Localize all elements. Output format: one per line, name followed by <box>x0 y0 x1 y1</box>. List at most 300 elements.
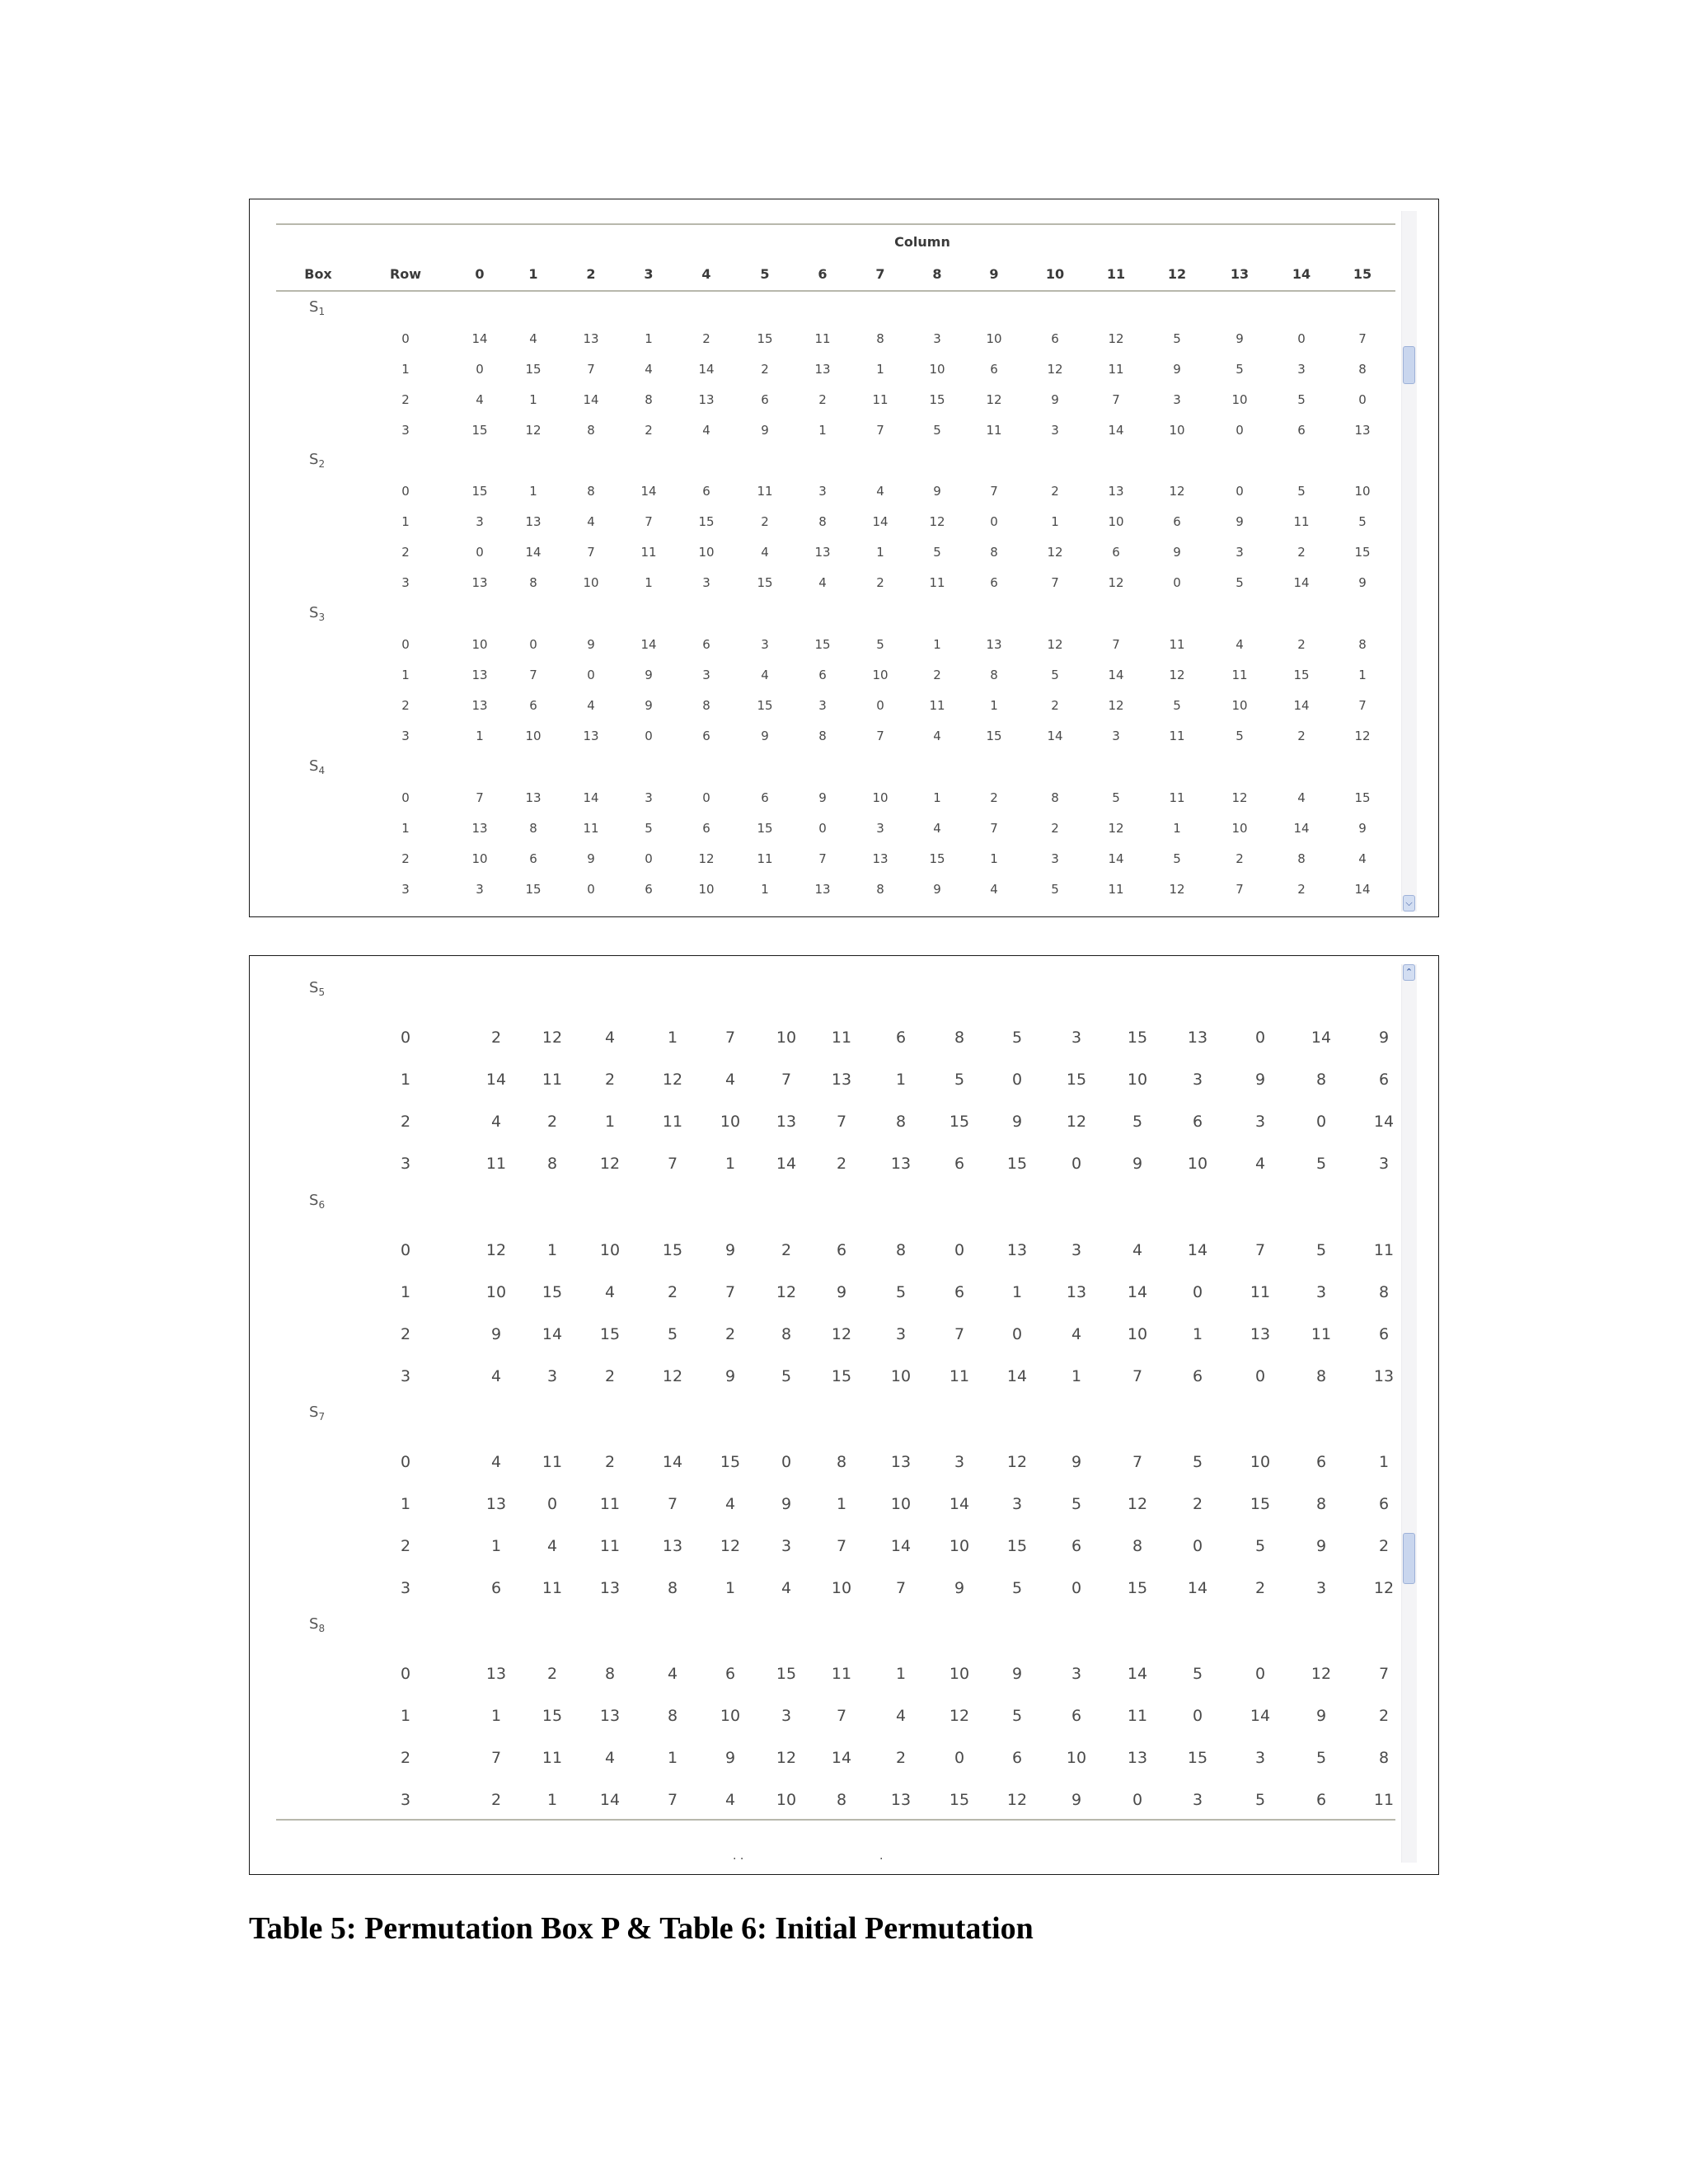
table-cell: 9 <box>490 1325 502 1343</box>
table-cell: 6 <box>1011 1749 1023 1767</box>
table-cell: 10 <box>776 1791 797 1809</box>
row-index: 0 <box>400 1241 411 1259</box>
table-cell: 14 <box>1108 851 1124 866</box>
table-cell: 3 <box>1315 1283 1327 1301</box>
table-cell: 6 <box>954 1283 965 1301</box>
table-cell: 3 <box>781 1707 792 1725</box>
table-cell: 0 <box>587 882 595 897</box>
table-cell: 0 <box>1192 1707 1203 1725</box>
table-cell: 6 <box>1071 1537 1082 1555</box>
table-cell: 15 <box>1250 1495 1271 1513</box>
table-cell: 10 <box>890 1495 912 1513</box>
table-cell: 11 <box>542 1071 563 1089</box>
table-cell: 1 <box>933 790 941 805</box>
table-row <box>250 637 1438 654</box>
table-cell: 9 <box>1378 1029 1390 1047</box>
table-cell: 13 <box>599 1579 621 1597</box>
table-cell: 1 <box>990 851 998 866</box>
table-cell: 9 <box>587 851 595 866</box>
table-cell: 10 <box>1187 1155 1208 1173</box>
table-cell: 12 <box>542 1029 563 1047</box>
table-cell: 14 <box>1187 1241 1208 1259</box>
table-cell: 9 <box>761 729 769 743</box>
table-cell: 1 <box>645 331 653 346</box>
table-cell: 1 <box>1378 1453 1390 1471</box>
sbox-table-part-1 <box>249 199 1439 917</box>
table-cell: 6 <box>836 1241 847 1259</box>
table-cell: 9 <box>645 698 653 713</box>
table-cell: 15 <box>929 851 945 866</box>
table-row <box>250 1791 1438 1807</box>
column-header-3: 3 <box>644 266 654 282</box>
table-cell: 1 <box>546 1241 558 1259</box>
column-group-header: Column <box>894 234 950 250</box>
table-cell: 15 <box>698 514 715 529</box>
table-cell: 14 <box>698 362 715 377</box>
table-row <box>250 484 1438 500</box>
column-header-1: 1 <box>528 266 538 282</box>
table-cell: 8 <box>836 1791 847 1809</box>
table-cell: 12 <box>1047 637 1063 652</box>
table-cell: 14 <box>872 514 889 529</box>
table-cell: 0 <box>954 1241 965 1259</box>
table-cell: 13 <box>525 790 542 805</box>
table-cell: 7 <box>476 790 484 805</box>
table-cell: 5 <box>895 1283 907 1301</box>
table-row <box>250 392 1438 409</box>
row-index: 1 <box>401 821 410 836</box>
box-label: $S_2$ <box>309 451 326 470</box>
table-cell: 11 <box>1127 1707 1148 1725</box>
table-row <box>250 545 1438 561</box>
table-cell: 3 <box>1315 1579 1327 1597</box>
table-cell: 11 <box>1169 637 1185 652</box>
table-cell: 12 <box>1006 1791 1028 1809</box>
table-cell: 4 <box>604 1029 616 1047</box>
table-cell: 0 <box>476 362 484 377</box>
table-cell: 13 <box>890 1155 912 1173</box>
table-cell: 3 <box>702 668 710 682</box>
table-cell: 8 <box>818 514 827 529</box>
column-header-7: 7 <box>875 266 885 282</box>
table-cell: 13 <box>872 851 889 866</box>
table-cell: 14 <box>1006 1367 1028 1385</box>
table-cell: 10 <box>1066 1749 1087 1767</box>
table-cell: 4 <box>529 331 537 346</box>
table-cell: 3 <box>1297 362 1306 377</box>
table-cell: 13 <box>1108 484 1124 499</box>
table-cell: 2 <box>1378 1707 1390 1725</box>
row-index: 2 <box>401 698 410 713</box>
table-cell: 1 <box>724 1579 736 1597</box>
table-cell: 12 <box>720 1537 741 1555</box>
table-cell: 6 <box>1071 1707 1082 1725</box>
row-index: 3 <box>401 575 410 590</box>
table-cell: 3 <box>1011 1495 1023 1513</box>
table-cell: 1 <box>667 1749 678 1767</box>
table-cell: 8 <box>587 484 595 499</box>
table-cell: 13 <box>471 821 488 836</box>
table-cell: 9 <box>1051 392 1059 407</box>
table-cell: 6 <box>818 668 827 682</box>
table-cell: 13 <box>814 545 831 560</box>
row-index: 0 <box>400 1665 411 1683</box>
table-cell: 14 <box>640 637 657 652</box>
table-cell: 15 <box>757 331 773 346</box>
table-cell: 14 <box>1354 882 1371 897</box>
column-header-4: 4 <box>701 266 711 282</box>
table-cell: 6 <box>895 1029 907 1047</box>
table-cell: 9 <box>724 1367 736 1385</box>
table-cell: 4 <box>490 1113 502 1131</box>
table-cell: 13 <box>471 698 488 713</box>
table-row <box>250 882 1438 898</box>
table-cell: 8 <box>818 729 827 743</box>
table-cell: 12 <box>1373 1579 1395 1597</box>
table-caption: Table 5: Permutation Box P & Table 6: Initial Permutation <box>249 1911 1034 1946</box>
table-cell: 5 <box>1173 331 1181 346</box>
clipped-text-fragment: . . <box>733 1849 744 1863</box>
column-header-9: 9 <box>989 266 999 282</box>
table-cell: 9 <box>1236 331 1244 346</box>
table-cell: 3 <box>1236 545 1244 560</box>
table-cell: 13 <box>890 1791 912 1809</box>
table-row <box>250 1155 1438 1171</box>
row-index: 2 <box>400 1749 411 1767</box>
table-cell: 8 <box>1358 362 1367 377</box>
column-header-5: 5 <box>760 266 770 282</box>
table-cell: 1 <box>933 637 941 652</box>
table-cell: 9 <box>1071 1453 1082 1471</box>
row-index: 2 <box>400 1537 411 1555</box>
table-cell: 2 <box>781 1241 792 1259</box>
table-cell: 0 <box>1011 1325 1023 1343</box>
table-cell: 5 <box>1192 1453 1203 1471</box>
table-row <box>250 1325 1438 1342</box>
table-cell: 1 <box>645 575 653 590</box>
table-cell: 11 <box>1311 1325 1332 1343</box>
table-cell: 10 <box>929 362 945 377</box>
table-cell: 6 <box>1051 331 1059 346</box>
table-row <box>250 1283 1438 1300</box>
scroll-down-arrow-icon[interactable]: ⌵ <box>1403 895 1415 912</box>
scroll-up-arrow-icon[interactable]: ⌃ <box>1403 964 1415 981</box>
table-cell: 3 <box>818 698 827 713</box>
table-cell: 7 <box>781 1071 792 1089</box>
table-cell: 6 <box>529 698 537 713</box>
table-cell: 8 <box>1132 1537 1143 1555</box>
table-cell: 2 <box>761 514 769 529</box>
table-cell: 0 <box>546 1495 558 1513</box>
table-cell: 13 <box>1250 1325 1271 1343</box>
table-cell: 5 <box>1315 1155 1327 1173</box>
column-header-12: 12 <box>1167 266 1187 282</box>
table-cell: 3 <box>1192 1071 1203 1089</box>
table-cell: 2 <box>990 790 998 805</box>
table-cell: 0 <box>1254 1665 1266 1683</box>
table-cell: 5 <box>1051 668 1059 682</box>
table-cell: 11 <box>542 1749 563 1767</box>
table-cell: 13 <box>986 637 1002 652</box>
table-cell: 6 <box>761 790 769 805</box>
table-cell: 10 <box>698 882 715 897</box>
header-top-rule <box>276 223 1395 225</box>
table-cell: 7 <box>818 851 827 866</box>
table-cell: 15 <box>1187 1749 1208 1767</box>
table-cell: 9 <box>1011 1665 1023 1683</box>
table-cell: 14 <box>1293 575 1310 590</box>
table-cell: 7 <box>836 1113 847 1131</box>
table-cell: 11 <box>1293 514 1310 529</box>
table-cell: 3 <box>1378 1155 1390 1173</box>
table-cell: 9 <box>1315 1707 1327 1725</box>
table-cell: 2 <box>1297 545 1306 560</box>
table-cell: 10 <box>1169 423 1185 438</box>
table-cell: 12 <box>1108 698 1124 713</box>
vertical-scrollbar[interactable] <box>1401 964 1417 1863</box>
column-header-6: 6 <box>818 266 828 282</box>
table-cell: 5 <box>645 821 653 836</box>
table-cell: 8 <box>876 882 884 897</box>
table-cell: 11 <box>757 851 773 866</box>
table-cell: 4 <box>667 1665 678 1683</box>
table-row <box>250 851 1438 868</box>
table-cell: 7 <box>667 1495 678 1513</box>
table-cell: 14 <box>1293 698 1310 713</box>
box-label: $S_4$ <box>309 757 326 776</box>
table-cell: 6 <box>529 851 537 866</box>
table-cell: 7 <box>724 1283 736 1301</box>
column-header-0: 0 <box>475 266 485 282</box>
table-cell: 5 <box>1173 851 1181 866</box>
table-cell: 1 <box>990 698 998 713</box>
table-cell: 6 <box>724 1665 736 1683</box>
scrollbar-thumb[interactable] <box>1403 1533 1415 1584</box>
table-cell: 11 <box>1373 1791 1395 1809</box>
table-cell: 0 <box>1173 575 1181 590</box>
table-cell: 14 <box>662 1453 683 1471</box>
table-cell: 3 <box>1192 1791 1203 1809</box>
table-cell: 6 <box>1192 1367 1203 1385</box>
table-cell: 2 <box>702 331 710 346</box>
row-index: 2 <box>400 1113 411 1131</box>
table-cell: 4 <box>724 1791 736 1809</box>
table-cell: 12 <box>1006 1453 1028 1471</box>
table-cell: 13 <box>776 1113 797 1131</box>
table-cell: 14 <box>949 1495 970 1513</box>
table-cell: 5 <box>1315 1749 1327 1767</box>
table-row <box>250 1495 1438 1511</box>
table-cell: 11 <box>640 545 657 560</box>
table-cell: 5 <box>933 423 941 438</box>
table-cell: 3 <box>1173 392 1181 407</box>
table-cell: 8 <box>895 1241 907 1259</box>
table-cell: 2 <box>1297 637 1306 652</box>
table-cell: 7 <box>1358 331 1367 346</box>
table-cell: 10 <box>471 851 488 866</box>
table-cell: 12 <box>1108 331 1124 346</box>
table-cell: 3 <box>1254 1113 1266 1131</box>
table-cell: 14 <box>1047 729 1063 743</box>
table-cell: 14 <box>831 1749 852 1767</box>
table-cell: 7 <box>587 545 595 560</box>
table-cell: 13 <box>662 1537 683 1555</box>
table-cell: 14 <box>583 790 599 805</box>
table-cell: 9 <box>724 1749 736 1767</box>
table-cell: 4 <box>587 698 595 713</box>
table-cell: 4 <box>933 821 941 836</box>
table-row <box>250 1537 1438 1554</box>
table-cell: 3 <box>1071 1665 1082 1683</box>
table-cell: 13 <box>814 362 831 377</box>
table-cell: 12 <box>525 423 542 438</box>
table-cell: 12 <box>929 514 945 529</box>
table-row <box>250 1707 1438 1723</box>
table-cell: 5 <box>1132 1113 1143 1131</box>
table-cell: 12 <box>1231 790 1248 805</box>
table-cell: 15 <box>986 729 1002 743</box>
column-header-15: 15 <box>1353 266 1372 282</box>
table-cell: 10 <box>872 790 889 805</box>
table-cell: 8 <box>990 668 998 682</box>
table-cell: 4 <box>1132 1241 1143 1259</box>
row-index: 0 <box>401 484 410 499</box>
table-cell: 6 <box>1378 1071 1390 1089</box>
table-cell: 15 <box>542 1283 563 1301</box>
table-cell: 9 <box>1173 362 1181 377</box>
table-cell: 13 <box>471 575 488 590</box>
table-cell: 9 <box>1254 1071 1266 1089</box>
table-cell: 12 <box>831 1325 852 1343</box>
table-cell: 6 <box>1315 1791 1327 1809</box>
table-cell: 0 <box>1236 484 1244 499</box>
table-cell: 1 <box>895 1665 907 1683</box>
table-cell: 11 <box>929 698 945 713</box>
table-cell: 15 <box>929 392 945 407</box>
table-cell: 15 <box>662 1241 683 1259</box>
table-cell: 2 <box>546 1113 558 1131</box>
table-cell: 1 <box>895 1071 907 1089</box>
table-cell: 4 <box>895 1707 907 1725</box>
table-cell: 13 <box>583 729 599 743</box>
table-cell: 12 <box>1108 821 1124 836</box>
table-cell: 10 <box>949 1665 970 1683</box>
table-cell: 2 <box>490 1791 502 1809</box>
table-cell: 15 <box>542 1707 563 1725</box>
table-cell: 0 <box>1192 1283 1203 1301</box>
table-cell: 5 <box>1112 790 1120 805</box>
table-cell: 10 <box>1231 821 1248 836</box>
table-cell: 9 <box>1358 821 1367 836</box>
table-cell: 4 <box>761 545 769 560</box>
table-cell: 0 <box>1011 1071 1023 1089</box>
table-cell: 11 <box>599 1537 621 1555</box>
table-cell: 15 <box>757 821 773 836</box>
table-cell: 8 <box>781 1325 792 1343</box>
table-cell: 6 <box>990 362 998 377</box>
table-cell: 2 <box>604 1453 616 1471</box>
table-cell: 9 <box>954 1579 965 1597</box>
table-cell: 11 <box>1169 790 1185 805</box>
table-row <box>250 1241 1438 1258</box>
table-cell: 10 <box>485 1283 507 1301</box>
table-cell: 1 <box>667 1029 678 1047</box>
table-cell: 13 <box>698 392 715 407</box>
table-cell: 10 <box>872 668 889 682</box>
table-cell: 0 <box>1071 1155 1082 1173</box>
row-index: 1 <box>400 1707 411 1725</box>
table-cell: 0 <box>1297 331 1306 346</box>
table-cell: 12 <box>599 1155 621 1173</box>
row-index: 3 <box>400 1367 411 1385</box>
table-cell: 7 <box>876 423 884 438</box>
table-row <box>250 1665 1438 1681</box>
table-cell: 1 <box>604 1113 616 1131</box>
table-cell: 1 <box>490 1537 502 1555</box>
table-cell: 7 <box>667 1155 678 1173</box>
table-cell: 1 <box>476 729 484 743</box>
table-cell: 5 <box>933 545 941 560</box>
table-cell: 10 <box>890 1367 912 1385</box>
table-cell: 2 <box>1192 1495 1203 1513</box>
row-index: 2 <box>400 1325 411 1343</box>
table-cell: 10 <box>776 1029 797 1047</box>
table-cell: 12 <box>1108 575 1124 590</box>
table-cell: 0 <box>990 514 998 529</box>
table-cell: 7 <box>1112 637 1120 652</box>
table-cell: 3 <box>818 484 827 499</box>
table-row <box>250 1749 1438 1765</box>
vertical-scrollbar[interactable] <box>1401 211 1417 912</box>
table-cell: 4 <box>645 362 653 377</box>
table-cell: 0 <box>645 729 653 743</box>
table-cell: 7 <box>529 668 537 682</box>
table-cell: 15 <box>831 1367 852 1385</box>
table-cell: 4 <box>1358 851 1367 866</box>
table-cell: 5 <box>1254 1791 1266 1809</box>
table-cell: 3 <box>1071 1241 1082 1259</box>
table-cell: 1 <box>1051 514 1059 529</box>
table-cell: 1 <box>529 484 537 499</box>
scrollbar-thumb[interactable] <box>1403 346 1415 384</box>
table-cell: 7 <box>1132 1453 1143 1471</box>
table-cell: 6 <box>1378 1495 1390 1513</box>
table-cell: 8 <box>702 698 710 713</box>
table-cell: 5 <box>1071 1495 1082 1513</box>
table-cell: 10 <box>720 1707 741 1725</box>
table-cell: 1 <box>1192 1325 1203 1343</box>
table-cell: 5 <box>781 1367 792 1385</box>
table-cell: 6 <box>954 1155 965 1173</box>
column-header-8: 8 <box>932 266 942 282</box>
table-cell: 14 <box>1373 1113 1395 1131</box>
table-cell: 12 <box>1169 882 1185 897</box>
table-cell: 5 <box>1315 1241 1327 1259</box>
table-cell: 6 <box>645 882 653 897</box>
table-row <box>250 1367 1438 1384</box>
row-index: 1 <box>400 1495 411 1513</box>
table-cell: 6 <box>702 637 710 652</box>
table-cell: 11 <box>929 575 945 590</box>
table-cell: 13 <box>1187 1029 1208 1047</box>
table-cell: 11 <box>1169 729 1185 743</box>
row-index: 0 <box>401 790 410 805</box>
table-cell: 11 <box>986 423 1002 438</box>
table-cell: 6 <box>1173 514 1181 529</box>
table-cell: 3 <box>1254 1749 1266 1767</box>
table-cell: 15 <box>814 637 831 652</box>
table-cell: 14 <box>776 1155 797 1173</box>
